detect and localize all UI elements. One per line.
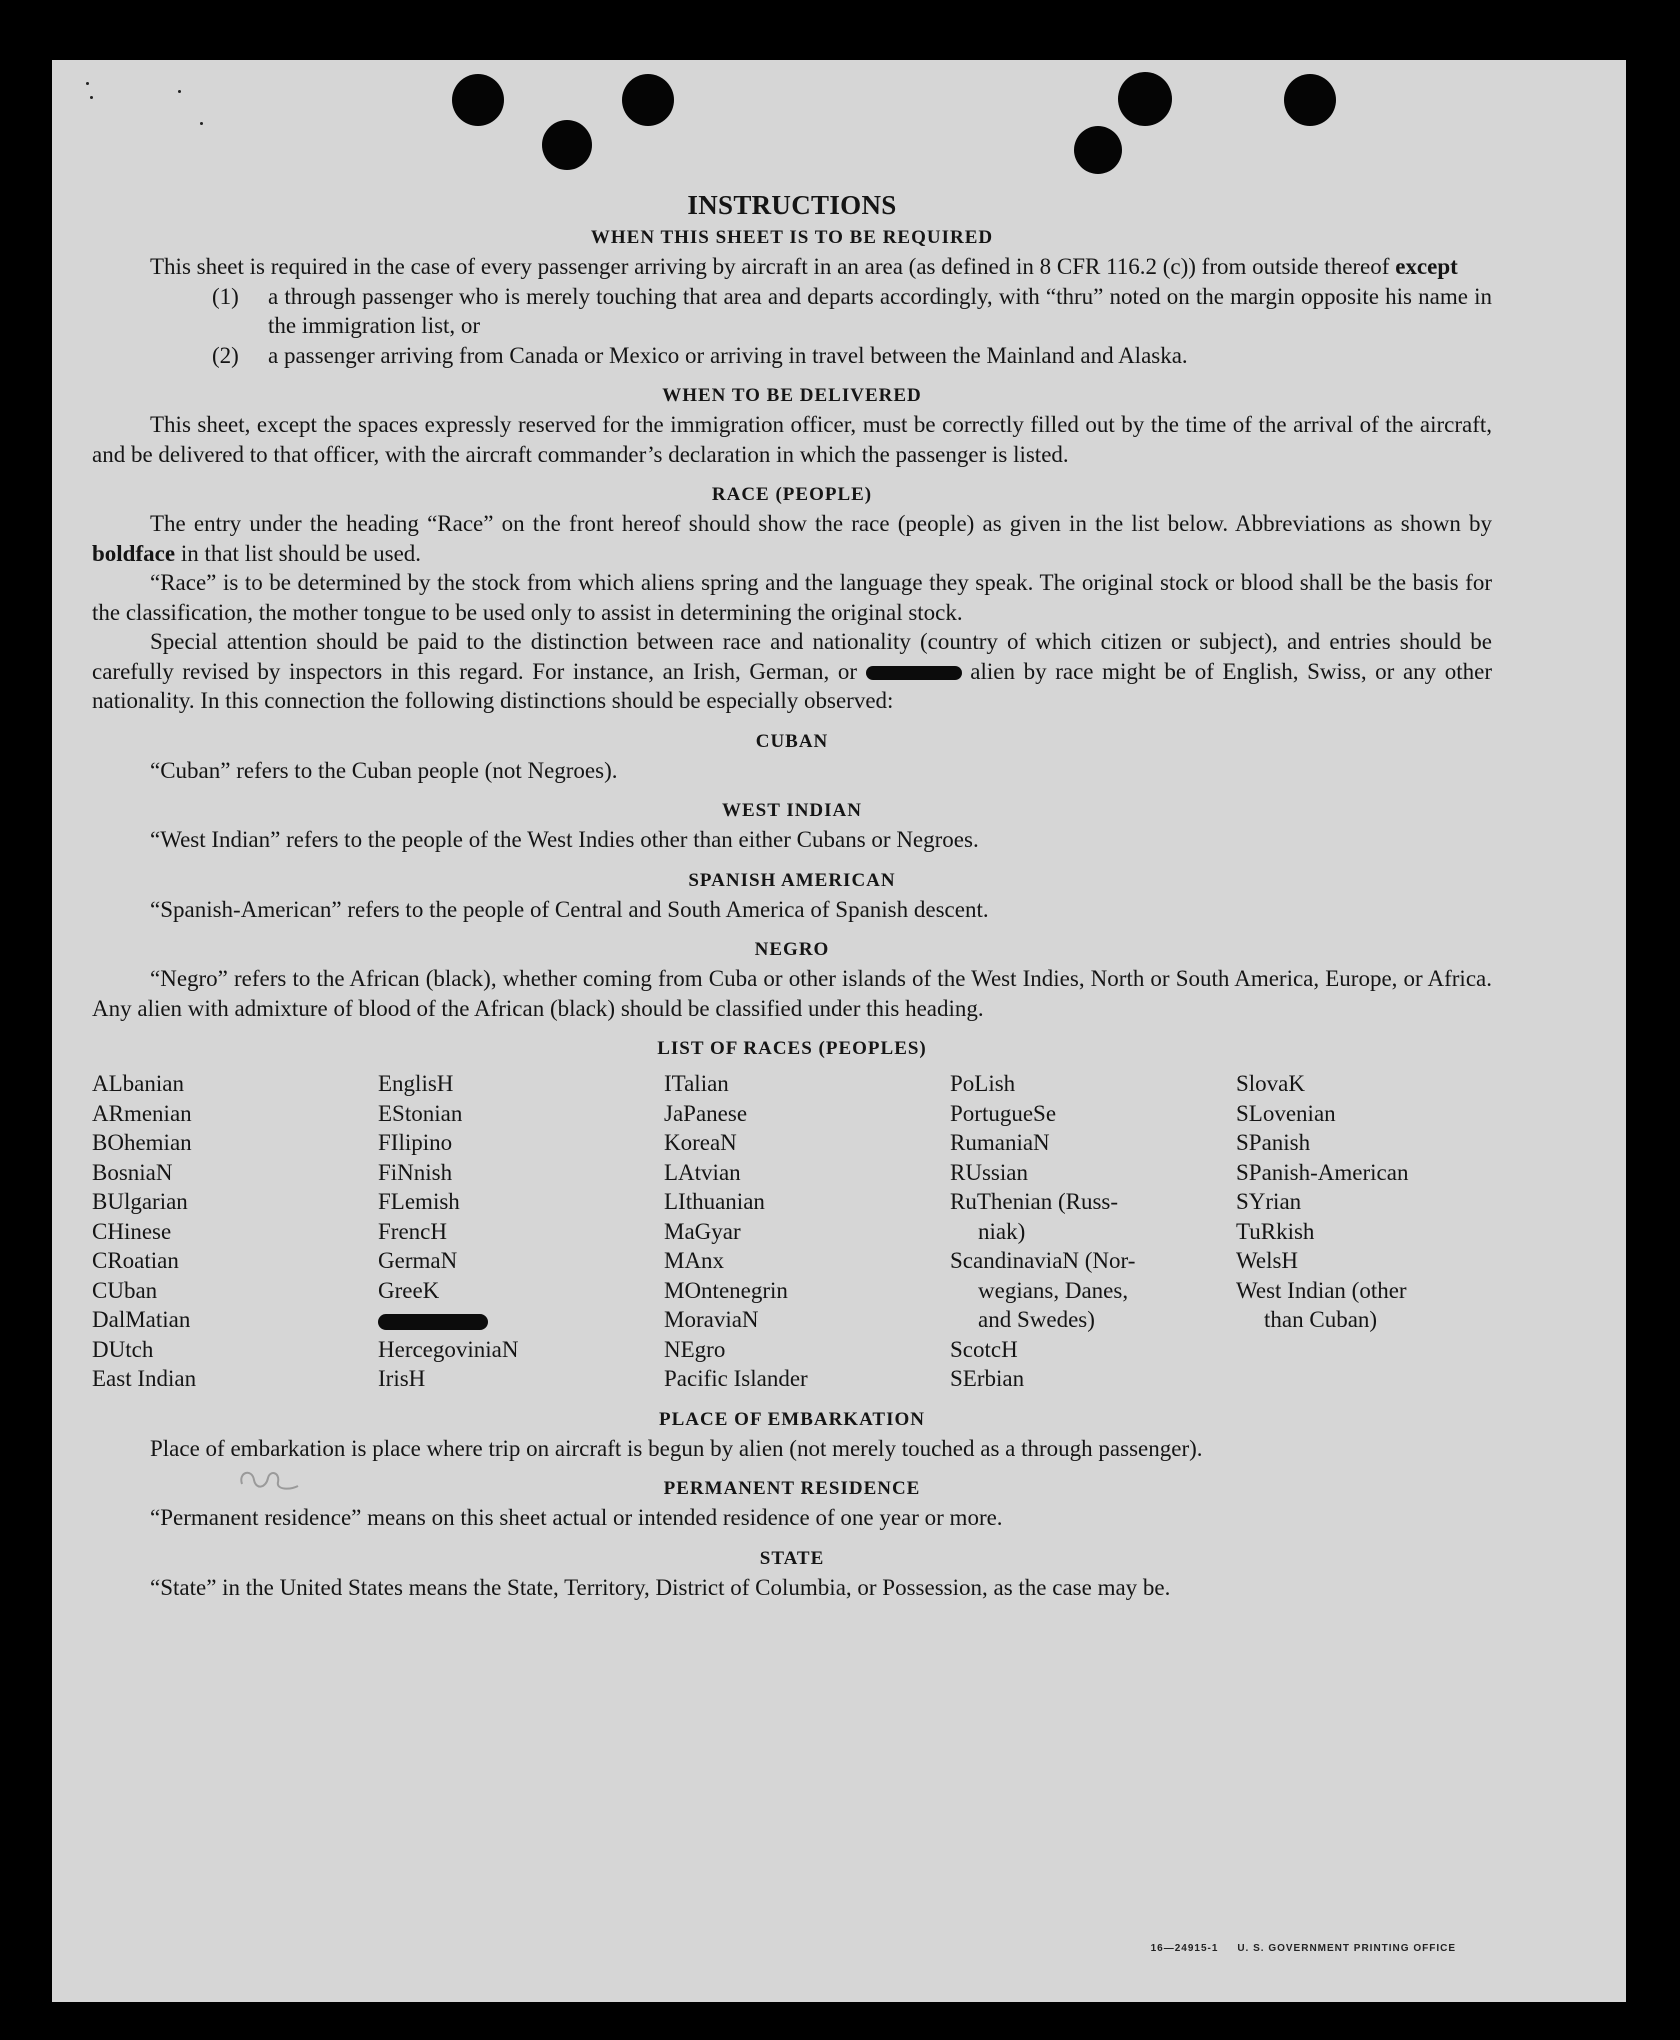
- race-item: SErbian: [950, 1366, 1025, 1391]
- race-item: KoreaN: [664, 1130, 737, 1155]
- negro-text: “Negro” refers to the African (black), whether coming from Cuba or other islands of the West Indies, North or South America, Europe, or Africa. Any alien with admixture of blood of the African (black) should be classified under this heading.: [92, 966, 1492, 1021]
- race-p1-end: in that list should be used.: [180, 540, 422, 566]
- section-heading-races-list: LIST OF RACES (PEOPLES): [657, 1038, 927, 1059]
- boldface-emphasis: boldface: [92, 540, 176, 566]
- race-item: DalMatian: [92, 1307, 191, 1332]
- race-item: HercegoviniaN: [378, 1336, 519, 1362]
- race-item: RumaniaN: [950, 1130, 1050, 1155]
- race-item: CRoatian: [92, 1248, 179, 1273]
- clause-2-text: a passenger arriving from Canada or Mexico or arriving in travel between the Mainland and Alaska.: [268, 342, 1188, 368]
- embarkation-text: Place of embarkation is place where trip on aircraft is begun by alien (not merely touched as a through passenger).: [150, 1435, 1203, 1461]
- races-column: [378, 1069, 664, 1394]
- races-list: [92, 1069, 1492, 1394]
- punch-hole: [1118, 72, 1172, 126]
- section-heading-embarkation: PLACE OF EMBARKATION: [659, 1408, 925, 1430]
- race-item: East Indian: [92, 1366, 197, 1391]
- section-heading-delivered: WHEN TO BE DELIVERED: [662, 385, 922, 406]
- race-item: SLovenian: [1236, 1100, 1336, 1126]
- punch-hole: [1284, 74, 1336, 126]
- race-item: DUtch: [92, 1336, 154, 1362]
- race-p3-end: alien by race might be of English, Swiss, or any other nationality. In this connection the following distinctions should be especially observed:: [92, 658, 1493, 713]
- race-p1-text: The entry under the heading “Race” on the front hereof should show the race (people) as given in the list below. Abbreviations as shown by: [150, 511, 1492, 536]
- clause-2-number: (2): [212, 342, 239, 368]
- race-item: ITalian: [664, 1071, 729, 1096]
- printing-office-footer: 16—24915-1 U. S. GOVERNMENT PRINTING OFFICE: [1150, 1943, 1456, 1954]
- race-item: MOntenegrin: [664, 1277, 788, 1303]
- race-item: PoLish: [950, 1071, 1016, 1096]
- race-item: LIthuanian: [664, 1189, 765, 1214]
- punch-hole: [1074, 126, 1122, 174]
- section-heading-required: WHEN THIS SHEET IS TO BE REQUIRED: [590, 227, 994, 248]
- required-intro: [92, 252, 1492, 282]
- punch-hole: [542, 120, 592, 170]
- clause-1-number: (1): [212, 283, 239, 309]
- redaction-mark: [866, 666, 962, 680]
- race-item: ARmenian: [92, 1100, 192, 1126]
- race-item: niak): [978, 1218, 1026, 1244]
- race-item: LAtvian: [664, 1159, 741, 1185]
- race-item: WelsH: [1236, 1248, 1299, 1273]
- state-text: “State” in the United States means the State, Territory, District of Columbia, or Possession, as the case may be.: [150, 1574, 1171, 1600]
- race-paragraph-3: [92, 627, 1492, 716]
- race-item: SPanish: [1236, 1130, 1311, 1155]
- race-item: IrisH: [378, 1366, 426, 1391]
- section-heading-west-indian: WEST INDIAN: [722, 800, 862, 821]
- race-item: SYrian: [1236, 1189, 1302, 1214]
- west-indian-text: “West Indian” refers to the people of the West Indies other than either Cubans or Negroes.: [150, 827, 979, 852]
- race-item: SPanish-American: [1236, 1159, 1409, 1185]
- race-item: ALbanian: [92, 1071, 184, 1096]
- race-item-redacted: [378, 1305, 664, 1335]
- race-paragraph-2: “Race” is to be determined by the stock from which aliens spring and the language they speak. The original stock or blood shall be the basis for the classification, the mother tongue to be used only to assist in determining the original stock.: [92, 570, 1492, 625]
- races-column: [1236, 1069, 1522, 1394]
- section-heading-spanish-american: SPANISH AMERICAN: [688, 869, 896, 891]
- race-item: CUban: [92, 1277, 158, 1303]
- race-item: FrencH: [378, 1218, 447, 1244]
- race-item: RUssian: [950, 1159, 1028, 1185]
- race-p3-text: Special attention should be paid to the distinction between race and nationality (country of which citizen or subject), and entries should be carefully revised by inspectors in this regard. For instance, an Irish, German, or: [92, 629, 1492, 684]
- race-item: BosniaN: [92, 1159, 173, 1185]
- section-heading-race: RACE (PEOPLE): [711, 484, 873, 505]
- race-item: ScandinaviaN (Nor-: [950, 1248, 1136, 1273]
- race-item: EnglisH: [378, 1071, 454, 1096]
- residence-text: “Permanent residence” means on this sheet actual or intended residence of one year or more.: [150, 1505, 1003, 1530]
- delivered-text: This sheet, except the spaces expressly reserved for the immigration officer, must be correctly filled out by the time of the arrival of the aircraft, and be delivered to that officer, with the aircraft commander’s declaration in which the passenger is listed.: [92, 412, 1492, 467]
- race-item: than Cuban): [1264, 1307, 1378, 1332]
- document-sheet: [52, 60, 1626, 2002]
- punch-hole: [622, 74, 674, 126]
- race-item: JaPanese: [664, 1100, 748, 1126]
- except-emphasis: except: [1395, 254, 1458, 279]
- section-heading-cuban: CUBAN: [755, 730, 829, 752]
- race-item: and Swedes): [978, 1307, 1095, 1332]
- races-column: [950, 1069, 1236, 1394]
- section-heading-negro: NEGRO: [754, 939, 830, 960]
- speck-mark: [200, 122, 203, 125]
- spanish-american-text: “Spanish-American” refers to the people of Central and South America of Spanish descent.: [150, 896, 989, 922]
- speck-mark: [178, 90, 181, 93]
- instructions-body: [92, 188, 1492, 1602]
- race-paragraph-1: [92, 509, 1492, 568]
- races-column: [664, 1069, 950, 1394]
- race-item: wegians, Danes,: [978, 1277, 1129, 1303]
- race-item: BOhemian: [92, 1130, 192, 1155]
- speck-mark: [90, 96, 93, 99]
- race-item: EStonian: [378, 1100, 463, 1126]
- race-item: Pacific Islander: [664, 1366, 808, 1391]
- clause-1: [92, 282, 1492, 341]
- race-item: GreeK: [378, 1277, 440, 1303]
- clause-2: [92, 341, 1492, 371]
- speck-mark: [86, 82, 89, 85]
- race-item: GermaN: [378, 1248, 458, 1273]
- redaction-mark: [378, 1314, 488, 1330]
- race-item: RuThenian (Russ-: [950, 1189, 1119, 1214]
- section-heading-state: STATE: [759, 1547, 825, 1569]
- race-item: FIlipino: [378, 1130, 453, 1155]
- race-item: MoraviaN: [664, 1307, 759, 1332]
- race-item: MaGyar: [664, 1218, 741, 1244]
- required-intro-text: This sheet is required in the case of every passenger arriving by aircraft in an area (as defined in 8 CFR 116.2 (c)) from outside thereof: [150, 254, 1390, 279]
- race-item: MAnx: [664, 1248, 725, 1273]
- race-item: FLemish: [378, 1189, 460, 1214]
- race-item: PortugueSe: [950, 1100, 1057, 1126]
- race-item: CHinese: [92, 1218, 172, 1244]
- race-item: FiNnish: [378, 1159, 453, 1185]
- race-item: ScotcH: [950, 1336, 1018, 1362]
- race-item: NEgro: [664, 1336, 726, 1362]
- cuban-text: “Cuban” refers to the Cuban people (not Negroes).: [150, 757, 618, 783]
- clause-1-text: a through passenger who is merely touching that area and departs accordingly, with “thru” noted on the margin opposite his name in the immigration list, or: [268, 283, 1492, 338]
- section-heading-residence: PERMANENT RESIDENCE: [663, 1478, 921, 1499]
- punch-hole: [452, 74, 504, 126]
- race-item: West Indian (other: [1236, 1277, 1407, 1303]
- race-item: TuRkish: [1236, 1218, 1315, 1244]
- races-column: [92, 1069, 378, 1394]
- race-item: BUlgarian: [92, 1189, 188, 1214]
- page-title: INSTRUCTIONS: [687, 190, 897, 220]
- race-item: SlovaK: [1236, 1071, 1305, 1096]
